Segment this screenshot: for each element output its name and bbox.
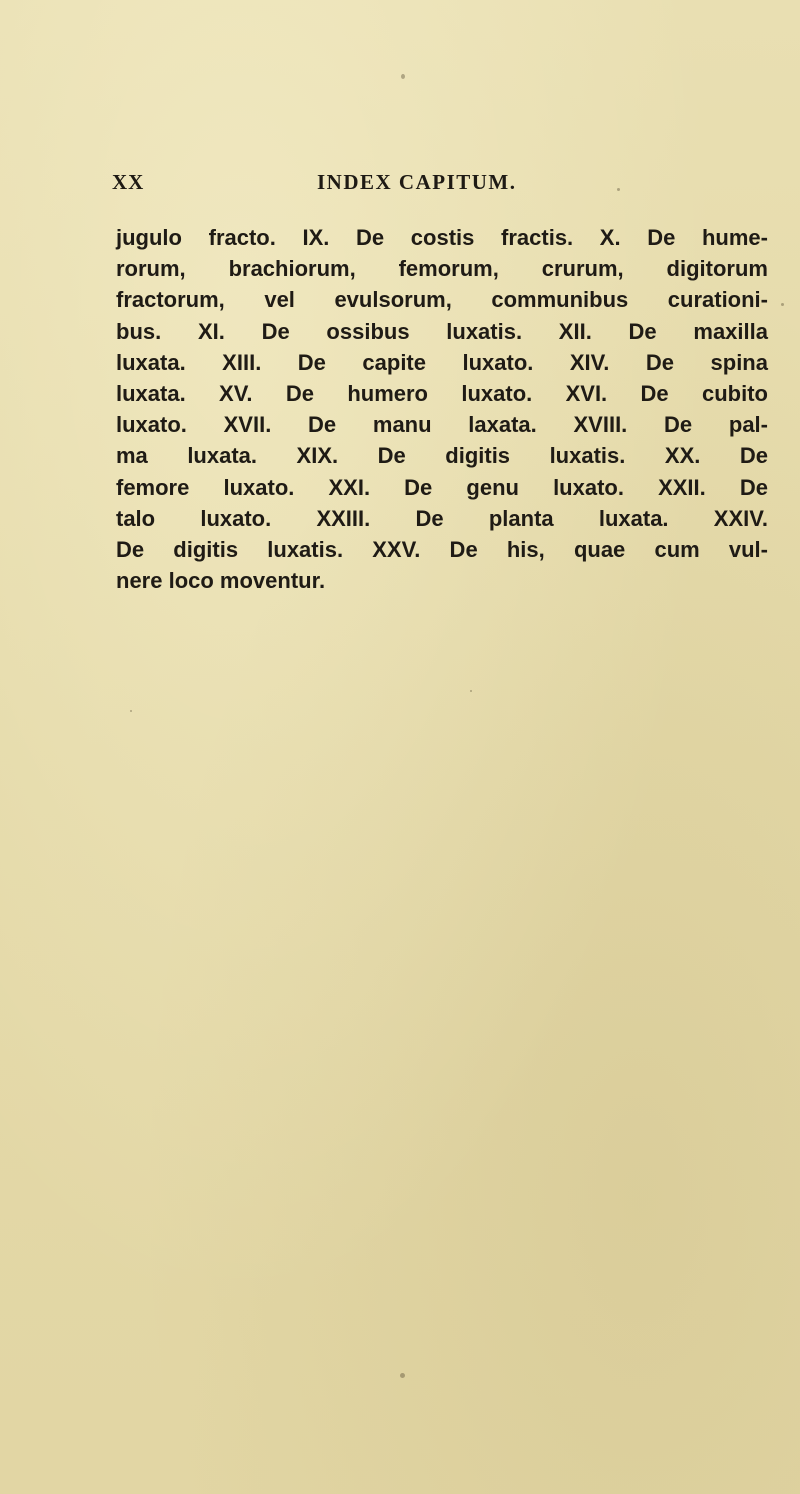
text-line: luxato. XVII. De manu laxata. XVIII. De pal- (116, 412, 768, 438)
text-line: fractorum, vel evulsorum, communibus curationi- (116, 287, 768, 313)
text-line: bus. XI. De ossibus luxatis. XII. De maxilla (116, 318, 768, 344)
text-line: ma luxata. XIX. De digitis luxatis. XX. De (116, 443, 768, 469)
text-line: luxata. XV. De humero luxato. XVI. De cubito (116, 381, 768, 407)
paper-speck (401, 74, 405, 79)
page-number: XX (112, 170, 145, 194)
text-line: De digitis luxatis. XXV. De his, quae cum vul- (116, 537, 768, 563)
text-line: rorum, brachiorum, femorum, crurum, digitorum (116, 256, 768, 282)
paper-speck (130, 710, 132, 712)
paper-speck (470, 690, 472, 692)
text-line: luxata. XIII. De capite luxato. XIV. De spina (116, 349, 768, 375)
paper-speck (781, 303, 784, 306)
running-head (112, 170, 724, 200)
chapter-index-text (116, 222, 768, 596)
running-title: INDEX CAPITUM. (317, 170, 517, 194)
text-line: femore luxato. XXI. De genu luxato. XXII. De (116, 474, 768, 500)
text-line: nere loco moventur. (116, 568, 326, 594)
paper-speck (400, 1373, 405, 1378)
paper-speck (617, 188, 620, 191)
text-line: talo luxato. XXIII. De planta luxata. XXIV. (116, 505, 768, 531)
text-line: jugulo fracto. IX. De costis fractis. X. De hume- (116, 225, 768, 250)
